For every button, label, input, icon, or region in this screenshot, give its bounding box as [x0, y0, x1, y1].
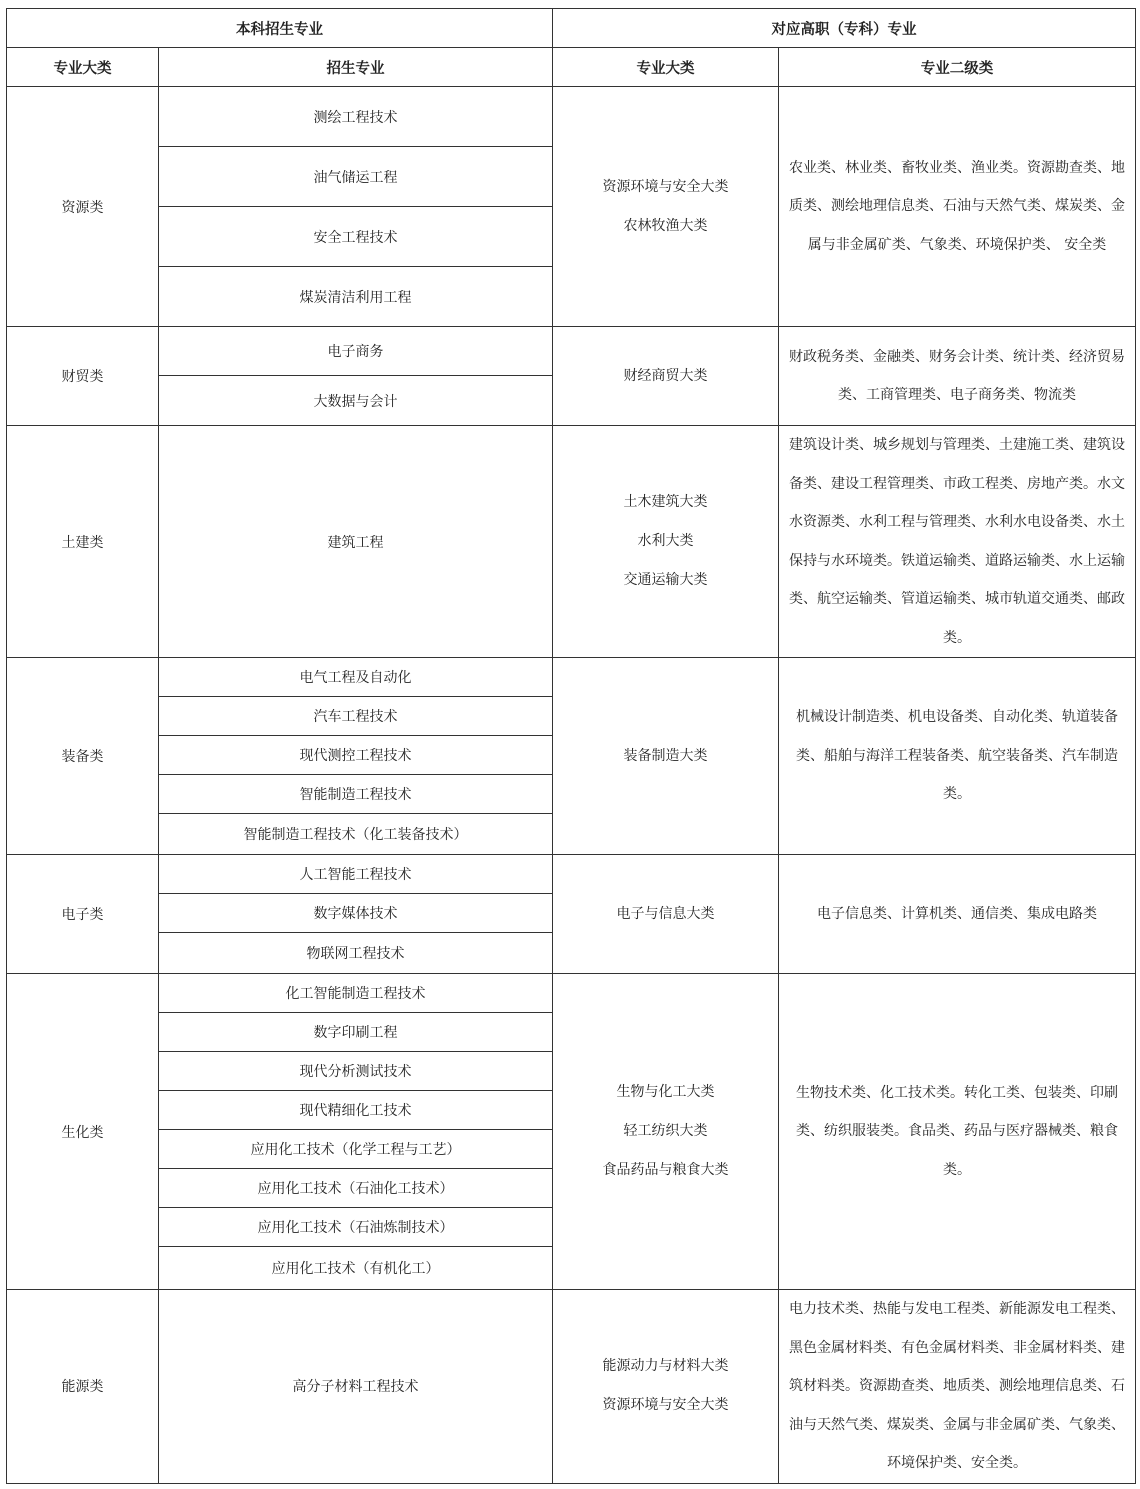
voc-category-line: 水利大类 — [637, 533, 694, 549]
voc-category-line: 能源动力与材料大类 — [602, 1358, 729, 1375]
table-row — [7, 1290, 1136, 1484]
col-header-category: 专业大类 — [7, 48, 159, 87]
subcategory-cell: 生物技术类、化工技术类。转化工类、包装类、印刷类、纺织服装类。食品类、药品与医疗器械类、粮食类。 — [779, 974, 1136, 1290]
table-row — [7, 87, 1136, 147]
major-cell: 智能制造工程技术（化工装备技术） — [159, 814, 553, 855]
col-header-major: 招生专业 — [159, 48, 553, 87]
category-cell: 生化类 — [7, 974, 159, 1290]
major-cell: 油气储运工程 — [159, 147, 553, 207]
voc-category-cell — [553, 658, 779, 855]
major-cell: 应用化工技术（石油化工技术） — [159, 1169, 553, 1208]
major-cell: 高分子材料工程技术 — [159, 1290, 553, 1484]
voc-category-line: 资源环境与安全大类 — [602, 178, 729, 195]
table-row — [7, 327, 1136, 376]
subcategory-cell: 电力技术类、热能与发电工程类、新能源发电工程类、黑色金属材料类、有色金属材料类、非金属材料类、建筑材料类。资源勘查类、地质类、测绘地理信息类、石油与天然气类、煤炭类、金属与非金属矿类、气象类、环境保护类、安全类。 — [779, 1290, 1136, 1484]
table-row — [7, 974, 1136, 1013]
major-cell: 测绘工程技术 — [159, 87, 553, 147]
voc-category-line: 装备制造大类 — [623, 747, 708, 764]
major-cell: 数字媒体技术 — [159, 894, 553, 933]
table-row — [7, 658, 1136, 697]
category-cell: 财贸类 — [7, 327, 159, 426]
subcategory-cell: 电子信息类、计算机类、通信类、集成电路类 — [779, 855, 1136, 974]
voc-category-line: 交通运输大类 — [623, 572, 708, 588]
voc-category-cell — [553, 855, 779, 974]
major-cell: 应用化工技术（有机化工） — [159, 1247, 553, 1290]
voc-category-line: 资源环境与安全大类 — [602, 1397, 729, 1414]
header-row-columns — [7, 48, 1136, 87]
major-cell: 电气工程及自动化 — [159, 658, 553, 697]
table-row — [7, 855, 1136, 894]
major-cell: 煤炭清洁利用工程 — [159, 267, 553, 327]
voc-category-cell — [553, 1290, 779, 1484]
voc-category-line: 食品药品与粮食大类 — [602, 1162, 729, 1178]
major-cell: 物联网工程技术 — [159, 933, 553, 974]
major-cell: 汽车工程技术 — [159, 697, 553, 736]
voc-category-line: 轻工纺织大类 — [623, 1123, 708, 1139]
voc-category-cell — [553, 974, 779, 1290]
voc-category-cell — [553, 87, 779, 327]
category-cell: 土建类 — [7, 426, 159, 658]
major-cell: 建筑工程 — [159, 426, 553, 658]
voc-category-line: 土木建筑大类 — [623, 494, 708, 510]
voc-category-cell — [553, 426, 779, 658]
voc-category-line: 财经商贸大类 — [623, 367, 708, 384]
subcategory-cell: 机械设计制造类、机电设备类、自动化类、轨道装备类、船舶与海洋工程装备类、航空装备类、汽车制造类。 — [779, 658, 1136, 855]
major-cell: 电子商务 — [159, 327, 553, 376]
voc-category-line: 农林牧渔大类 — [623, 217, 708, 234]
major-cell: 大数据与会计 — [159, 376, 553, 426]
category-cell: 资源类 — [7, 87, 159, 327]
table-row — [7, 426, 1136, 658]
major-cell: 现代分析测试技术 — [159, 1052, 553, 1091]
category-cell: 电子类 — [7, 855, 159, 974]
voc-category-line: 电子与信息大类 — [616, 905, 715, 922]
major-cell: 安全工程技术 — [159, 207, 553, 267]
voc-category-cell — [553, 327, 779, 426]
category-cell: 能源类 — [7, 1290, 159, 1484]
major-cell: 化工智能制造工程技术 — [159, 974, 553, 1013]
table-body — [7, 87, 1136, 1484]
voc-category-line: 生物与化工大类 — [616, 1084, 715, 1100]
subcategory-cell: 财政税务类、金融类、财务会计类、统计类、经济贸易类、工商管理类、电子商务类、物流类 — [779, 327, 1136, 426]
header-row-top — [7, 9, 1136, 48]
category-cell: 装备类 — [7, 658, 159, 855]
major-cell: 智能制造工程技术 — [159, 775, 553, 814]
major-cell: 现代精细化工技术 — [159, 1091, 553, 1130]
major-cell: 现代测控工程技术 — [159, 736, 553, 775]
major-cell: 数字印刷工程 — [159, 1013, 553, 1052]
col-header-voc-category: 专业大类 — [553, 48, 779, 87]
major-cell: 应用化工技术（化学工程与工艺） — [159, 1130, 553, 1169]
subcategory-cell: 农业类、林业类、畜牧业类、渔业类。资源勘查类、地质类、测绘地理信息类、石油与天然气类、煤炭类、金属与非金属矿类、气象类、环境保护类、 安全类 — [779, 87, 1136, 327]
col-header-subcategory: 专业二级类 — [779, 48, 1136, 87]
subcategory-cell: 建筑设计类、城乡规划与管理类、土建施工类、建筑设备类、建设工程管理类、市政工程类、房地产类。水文水资源类、水利工程与管理类、水利水电设备类、水土保持与水环境类。铁道运输类、道路运输类、水上运输类、航空运输类、管道运输类、城市轨道交通类、邮政类。 — [779, 426, 1136, 658]
vocational-header: 对应高职（专科）专业 — [553, 9, 1136, 48]
major-correspondence-table — [6, 8, 1136, 1484]
undergrad-header: 本科招生专业 — [7, 9, 553, 48]
major-cell: 人工智能工程技术 — [159, 855, 553, 894]
major-cell: 应用化工技术（石油炼制技术） — [159, 1208, 553, 1247]
